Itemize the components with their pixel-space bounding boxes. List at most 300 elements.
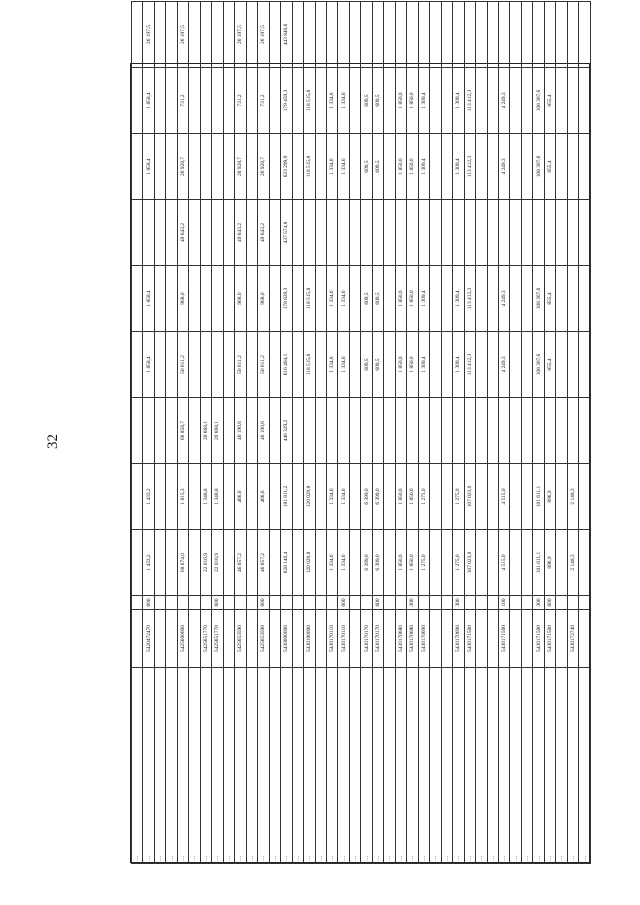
table-row (223, 2, 234, 864)
amount-cell (567, 134, 578, 200)
table-row (281, 2, 292, 864)
expense-type-code (361, 596, 372, 610)
amount-cell: 179 459,3 (281, 68, 292, 134)
amount-cell-extra (418, 2, 429, 68)
amount-cell (430, 332, 441, 398)
amount-cell (349, 200, 360, 266)
amount-cell: 178 829,3 (281, 266, 292, 332)
amount-cell (544, 200, 555, 266)
amount-cell (132, 530, 143, 596)
amount-cell (430, 530, 441, 596)
expense-type-code (304, 596, 315, 610)
amount-cell (223, 200, 234, 266)
expense-type-code (315, 596, 326, 610)
expense-type-code (223, 596, 234, 610)
amount-cell: 4 249,3 (499, 134, 510, 200)
expense-type-code (430, 596, 441, 610)
amount-cell: 4 515,0 (499, 464, 510, 530)
amount-cell: 609,5 (361, 68, 372, 134)
amount-cell: 1 850,0 (407, 266, 418, 332)
row-label: … (372, 668, 383, 864)
amount-cell (579, 134, 591, 200)
amount-cell (487, 332, 498, 398)
amount-cell (487, 464, 498, 530)
amount-cell (487, 134, 498, 200)
amount-cell (453, 200, 464, 266)
amount-cell (189, 134, 200, 200)
amount-cell: 609,5 (372, 266, 383, 332)
amount-cell-extra (269, 2, 280, 68)
amount-cell (246, 200, 257, 266)
amount-cell (132, 134, 143, 200)
amount-cell (223, 530, 234, 596)
amount-cell-extra (154, 2, 165, 68)
page-number: 32 (45, 434, 61, 449)
amount-cell (487, 266, 498, 332)
amount-cell (453, 398, 464, 464)
row-label: … (441, 668, 452, 864)
amount-cell (315, 398, 326, 464)
budget-code (487, 610, 498, 668)
amount-cell: 1 309,4 (418, 134, 429, 200)
amount-cell (579, 266, 591, 332)
expense-type-code (132, 596, 143, 610)
amount-cell (567, 200, 578, 266)
table-row (132, 2, 143, 864)
expense-type-code (384, 596, 395, 610)
amount-cell: 26 928,7 (177, 134, 188, 200)
budget-code: 5430170170 (372, 610, 383, 668)
amount-cell: 49 643,2 (177, 200, 188, 266)
amount-cell: 1 858,4 (143, 266, 154, 332)
amount-cell: 22 016,9 (200, 530, 211, 596)
table-row (499, 2, 510, 864)
table-body (132, 2, 591, 864)
amount-cell: 50 611,2 (235, 332, 246, 398)
amount-cell (441, 332, 452, 398)
amount-cell: 896,9 (544, 464, 555, 530)
amount-cell (487, 68, 498, 134)
amount-cell (372, 398, 383, 464)
amount-cell: 22 016,9 (212, 530, 223, 596)
amount-cell (476, 398, 487, 464)
expense-type-code (464, 596, 475, 610)
amount-cell (315, 200, 326, 266)
amount-cell (349, 530, 360, 596)
amount-cell (166, 134, 177, 200)
amount-cell (315, 134, 326, 200)
amount-cell: 609,5 (361, 266, 372, 332)
amount-cell (212, 332, 223, 398)
row-label: … (281, 668, 292, 864)
expense-type-code (521, 596, 532, 610)
row-label: … (567, 668, 578, 864)
amount-cell (304, 398, 315, 464)
amount-cell-extra (200, 2, 211, 68)
row-label: … (544, 668, 555, 864)
budget-code (476, 610, 487, 668)
amount-cell (407, 200, 418, 266)
amount-cell: 1 334,6 (326, 530, 337, 596)
amount-cell (315, 266, 326, 332)
amount-cell: 1 309,4 (418, 266, 429, 332)
amount-cell: 1 309,4 (453, 134, 464, 200)
amount-cell (476, 134, 487, 200)
budget-code: 5430171500 (499, 610, 510, 668)
amount-cell (476, 266, 487, 332)
budget-code: 5425653590 (235, 610, 246, 668)
expense-type-code: 600 (212, 596, 223, 610)
amount-cell (349, 398, 360, 464)
row-label: … (453, 668, 464, 864)
table-row (567, 2, 578, 864)
amount-cell (464, 200, 475, 266)
amount-cell: 731,2 (235, 68, 246, 134)
amount-cell: 855,4 (544, 134, 555, 200)
expense-type-code (349, 596, 360, 610)
expense-type-code: 600 (258, 596, 269, 610)
amount-cell (189, 332, 200, 398)
table-row (464, 2, 475, 864)
amount-cell-extra (338, 2, 349, 68)
table-row (292, 2, 303, 864)
amount-cell (384, 398, 395, 464)
row-label: … (418, 668, 429, 864)
amount-cell: 968,0 (235, 266, 246, 332)
amount-cell (189, 266, 200, 332)
budget-code: 5425651770 (200, 610, 211, 668)
table-row (384, 2, 395, 864)
amount-cell (487, 530, 498, 596)
budget-code (315, 610, 326, 668)
amount-cell: 466,6 (235, 464, 246, 530)
amount-cell (315, 332, 326, 398)
amount-cell-extra (315, 2, 326, 68)
amount-cell: 6 399,0 (361, 464, 372, 530)
expense-type-code (476, 596, 487, 610)
expense-type-code (487, 596, 498, 610)
amount-cell (349, 134, 360, 200)
row-label: … (132, 668, 143, 864)
amount-cell (132, 266, 143, 332)
amount-cell: 120 029,8 (304, 530, 315, 596)
amount-cell: 731,2 (258, 68, 269, 134)
amount-cell: 1 850,0 (395, 68, 406, 134)
budget-code (269, 610, 280, 668)
amount-cell: 2 148,3 (567, 464, 578, 530)
table-row (407, 2, 418, 864)
amount-cell: 446 329,2 (281, 398, 292, 464)
amount-cell (544, 398, 555, 464)
amount-cell (154, 68, 165, 134)
amount-cell (521, 266, 532, 332)
amount-cell (361, 200, 372, 266)
amount-cell: 4 249,3 (499, 332, 510, 398)
expense-type-code: 300 (453, 596, 464, 610)
amount-cell: 1 433,2 (143, 530, 154, 596)
amount-cell: 1 334,6 (326, 134, 337, 200)
amount-cell: 2 148,3 (567, 530, 578, 596)
amount-cell-extra (361, 2, 372, 68)
expense-type-code (556, 596, 567, 610)
amount-cell (200, 134, 211, 200)
table-row (200, 2, 211, 864)
row-label: … (315, 668, 326, 864)
amount-cell-extra (487, 2, 498, 68)
expense-type-code (418, 596, 429, 610)
row-label: … (269, 668, 280, 864)
amount-cell-extra (544, 2, 555, 68)
amount-cell (246, 68, 257, 134)
amount-cell (223, 464, 234, 530)
amount-cell (154, 530, 165, 596)
amount-cell: 1 334,6 (338, 68, 349, 134)
budget-code: 5430170110 (338, 610, 349, 668)
row-label: … (395, 668, 406, 864)
expense-type-code (269, 596, 280, 610)
amount-cell (269, 134, 280, 200)
amount-cell (166, 200, 177, 266)
amount-cell: 113 412,3 (464, 332, 475, 398)
budget-code (189, 610, 200, 668)
row-label: … (166, 668, 177, 864)
amount-cell: 1 334,6 (326, 464, 337, 530)
amount-cell (212, 266, 223, 332)
amount-cell (326, 398, 337, 464)
amount-cell: 49 643,2 (235, 200, 246, 266)
amount-cell-extra (453, 2, 464, 68)
amount-cell-extra: 26 197,5 (235, 2, 246, 68)
amount-cell (510, 134, 521, 200)
row-label: … (407, 668, 418, 864)
amount-cell: 4 515,0 (499, 530, 510, 596)
amount-cell (464, 398, 475, 464)
table-row (533, 2, 544, 864)
amount-cell-extra (349, 2, 360, 68)
amount-cell (246, 398, 257, 464)
amount-cell: 968,0 (177, 266, 188, 332)
row-label: … (499, 668, 510, 864)
amount-cell (166, 266, 177, 332)
budget-code (166, 610, 177, 668)
amount-cell (132, 332, 143, 398)
table-row (315, 2, 326, 864)
amount-cell: 49 643,2 (258, 200, 269, 266)
table-row (143, 2, 154, 864)
expense-type-code (189, 596, 200, 610)
amount-cell (200, 68, 211, 134)
amount-cell: 107 023,0 (464, 530, 475, 596)
amount-cell (384, 266, 395, 332)
expense-type-code: 100 (499, 596, 510, 610)
budget-code: 5430171500 (544, 610, 555, 668)
amount-cell (567, 266, 578, 332)
amount-cell (166, 68, 177, 134)
amount-cell: 1 850,0 (395, 266, 406, 332)
amount-cell (338, 200, 349, 266)
table-row (304, 2, 315, 864)
amount-cell (143, 200, 154, 266)
amount-cell: 1 850,0 (407, 464, 418, 530)
expense-type-code (166, 596, 177, 610)
amount-cell (154, 266, 165, 332)
amount-cell (166, 398, 177, 464)
amount-cell (556, 464, 567, 530)
amount-cell (292, 266, 303, 332)
budget-code (384, 610, 395, 668)
amount-cell: 181 811,2 (281, 464, 292, 530)
amount-cell (579, 200, 591, 266)
amount-cell (223, 332, 234, 398)
amount-cell (132, 200, 143, 266)
amount-cell (556, 266, 567, 332)
amount-cell: 4 249,3 (499, 266, 510, 332)
amount-cell (246, 530, 257, 596)
amount-cell: 107 023,0 (464, 464, 475, 530)
amount-cell (212, 200, 223, 266)
expense-type-code: 300 (407, 596, 418, 610)
budget-allocation-table (131, 1, 591, 864)
amount-cell (189, 398, 200, 464)
amount-cell: 466,6 (258, 464, 269, 530)
amount-cell (154, 200, 165, 266)
amount-cell (499, 398, 510, 464)
amount-cell (556, 530, 567, 596)
amount-cell (510, 266, 521, 332)
expense-type-code (200, 596, 211, 610)
amount-cell (521, 398, 532, 464)
amount-cell (349, 68, 360, 134)
expense-type-code (579, 596, 591, 610)
amount-cell (200, 266, 211, 332)
amount-cell (292, 332, 303, 398)
expense-type-code (326, 596, 337, 610)
amount-cell: 609,5 (372, 134, 383, 200)
amount-cell (269, 398, 280, 464)
amount-cell (418, 200, 429, 266)
amount-cell: 50 611,2 (258, 332, 269, 398)
row-label: … (361, 668, 372, 864)
amount-cell (510, 332, 521, 398)
amount-cell: 1 275,0 (453, 464, 464, 530)
budget-code: 5420472470 (143, 610, 154, 668)
row-label: … (384, 668, 395, 864)
amount-cell (292, 68, 303, 134)
amount-cell: 1 850,0 (407, 134, 418, 200)
amount-cell: 108 307,6 (533, 68, 544, 134)
amount-cell-extra (395, 2, 406, 68)
amount-cell (269, 530, 280, 596)
amount-cell: 1 334,6 (338, 332, 349, 398)
expense-type-code (246, 596, 257, 610)
expense-type-code: 600 (544, 596, 555, 610)
amount-cell (476, 68, 487, 134)
amount-cell-extra (212, 2, 223, 68)
amount-cell: 609,5 (372, 332, 383, 398)
amount-cell: 46 657,2 (235, 530, 246, 596)
amount-cell: 4 249,3 (499, 68, 510, 134)
amount-cell: 628 140,4 (281, 530, 292, 596)
amount-cell (315, 530, 326, 596)
amount-cell-extra: 26 197,5 (258, 2, 269, 68)
amount-cell: 437 574,8 (281, 200, 292, 266)
row-label: … (189, 668, 200, 864)
row-label: … (430, 668, 441, 864)
amount-cell: 855,4 (544, 332, 555, 398)
amount-cell: 1 275,0 (418, 464, 429, 530)
row-label: … (212, 668, 223, 864)
amount-cell (349, 266, 360, 332)
amount-cell: 6 399,0 (372, 464, 383, 530)
amount-cell: 1 334,6 (338, 134, 349, 200)
amount-cell (556, 332, 567, 398)
amount-cell (430, 398, 441, 464)
row-label: … (487, 668, 498, 864)
amount-cell (132, 68, 143, 134)
budget-code: 5425600000 (177, 610, 188, 668)
amount-cell (579, 332, 591, 398)
budget-code: 5430171500 (533, 610, 544, 668)
amount-cell (384, 530, 395, 596)
amount-cell (521, 464, 532, 530)
amount-cell (200, 200, 211, 266)
table-row (189, 2, 200, 864)
amount-cell-extra (384, 2, 395, 68)
amount-cell (567, 68, 578, 134)
amount-cell (533, 200, 544, 266)
amount-cell: 609,5 (361, 332, 372, 398)
row-label: … (510, 668, 521, 864)
budget-code: 5430171500 (464, 610, 475, 668)
amount-cell (510, 200, 521, 266)
amount-cell (304, 200, 315, 266)
amount-cell: 118 515,8 (304, 332, 315, 398)
amount-cell (476, 530, 487, 596)
amount-cell: 1 850,0 (395, 332, 406, 398)
amount-cell: 1 850,0 (407, 332, 418, 398)
amount-cell (395, 200, 406, 266)
amount-cell (441, 398, 452, 464)
budget-code: 5430170690 (418, 610, 429, 668)
budget-code: 5430172740 (567, 610, 578, 668)
amount-cell: 1 334,6 (326, 266, 337, 332)
amount-cell-extra (292, 2, 303, 68)
amount-cell: 1 850,0 (407, 530, 418, 596)
amount-cell (292, 464, 303, 530)
row-label: … (177, 668, 188, 864)
budget-code (430, 610, 441, 668)
amount-cell (510, 68, 521, 134)
amount-cell (166, 530, 177, 596)
amount-cell: 101 611,1 (533, 530, 544, 596)
amount-cell-extra (166, 2, 177, 68)
budget-code: 5430170110 (326, 610, 337, 668)
amount-cell (441, 134, 452, 200)
amount-cell (476, 200, 487, 266)
expense-type-code (235, 596, 246, 610)
amount-cell: 1 309,4 (418, 332, 429, 398)
amount-cell (441, 200, 452, 266)
amount-cell (292, 398, 303, 464)
amount-cell: 108 307,6 (533, 134, 544, 200)
amount-cell (441, 464, 452, 530)
amount-cell (556, 134, 567, 200)
amount-cell: 1 858,4 (143, 134, 154, 200)
budget-code (579, 610, 591, 668)
amount-cell: 1 275,0 (453, 530, 464, 596)
expense-type-code (395, 596, 406, 610)
amount-cell (384, 68, 395, 134)
